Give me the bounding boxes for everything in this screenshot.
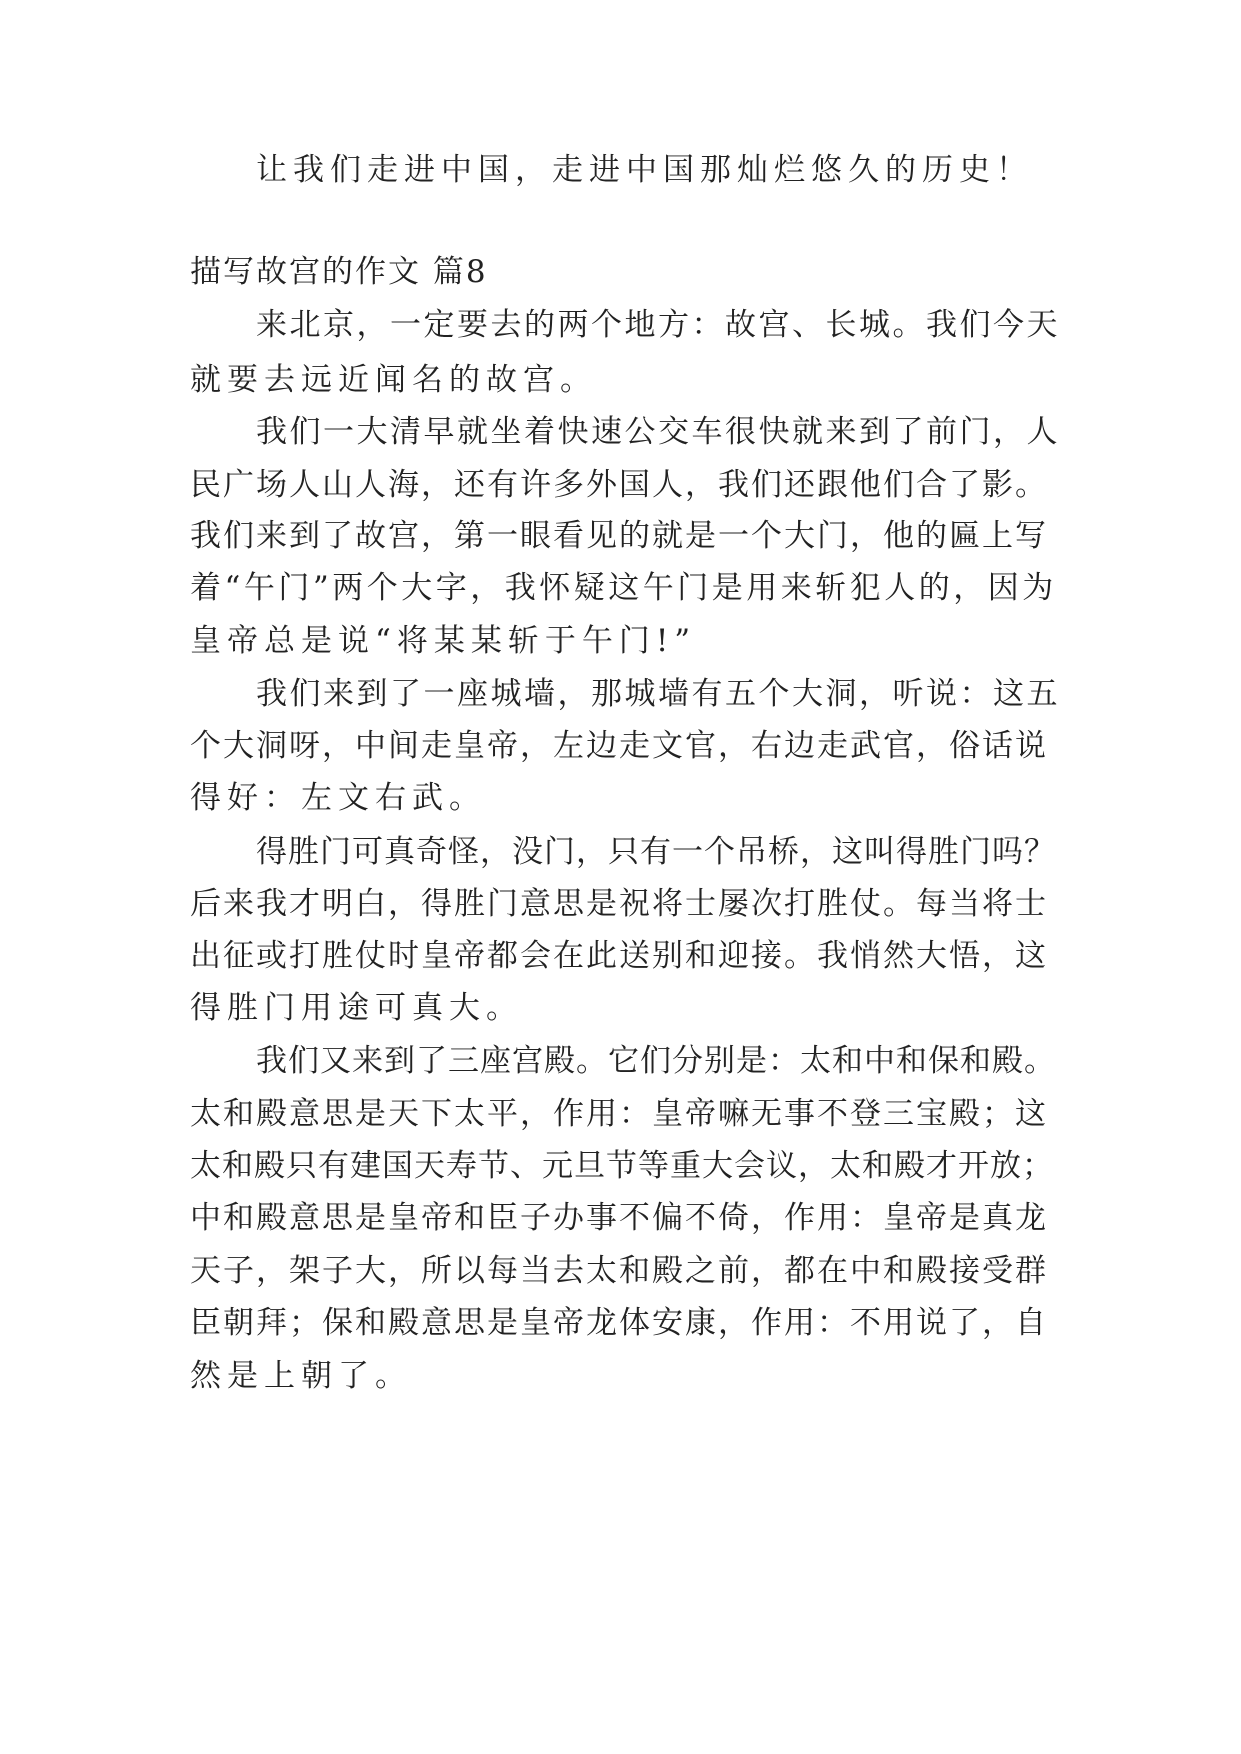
paragraph-line: 着“午门”两个大字，我怀疑这午门是用来斩犯人的，因为 [190,570,1057,606]
paragraph-line: 后来我才明白，得胜门意思是祝将士屡次打胜仗。每当将士 [190,886,1048,922]
paragraph-line: 我们来到了一座城墙，那城墙有五个大洞，听说：这五 [256,676,1060,712]
paragraph-line: 太和殿意思是天下太平，作用：皇帝嘛无事不登三宝殿；这 [190,1096,1048,1132]
paragraph-line: 我们又来到了三座宫殿。它们分别是：太和中和保和殿。 [256,1043,1056,1079]
paragraph-line: 得胜门用途可真大。 [190,990,523,1026]
paragraph-line: 我们来到了故宫，第一眼看见的就是一个大门，他的匾上写 [190,518,1048,554]
paragraph-line: 太和殿只有建国天寿节、元旦节等重大会议，太和殿才开放； [190,1148,1054,1184]
paragraph-line: 来北京，一定要去的两个地方：故宫、长城。我们今天 [256,307,1060,343]
paragraph-line: 出征或打胜仗时皇帝都会在此送别和迎接。我悄然大悟，这 [190,938,1048,974]
essay-heading: 描写故宫的作文 篇8 [190,254,488,290]
paragraph-line: 民广场人山人海，还有许多外国人，我们还跟他们合了影。 [190,467,1048,503]
paragraph-line: 中和殿意思是皇帝和臣子办事不偏不倚，作用：皇帝是真龙 [190,1200,1048,1236]
paragraph-line: 皇帝总是说“将某某斩于午门!” [190,623,697,659]
paragraph-line: 臣朝拜；保和殿意思是皇帝龙体安康，作用：不用说了，自 [190,1305,1048,1341]
paragraph-line: 天子，架子大，所以每当去太和殿之前，都在中和殿接受群 [190,1253,1048,1289]
paragraph-line: 我们一大清早就坐着快速公交车很快就来到了前门，人 [256,414,1060,450]
paragraph-line: 然是上朝了。 [190,1358,412,1394]
paragraph-line: 得好：左文右武。 [190,780,486,816]
intro-line: 让我们走进中国，走进中国那灿烂悠久的历史！ [256,152,1033,188]
paragraph-line: 得胜门可真奇怪，没门，只有一个吊桥，这叫得胜门吗？ [256,834,1056,870]
paragraph-line: 就要去远近闻名的故宫。 [190,362,597,398]
paragraph-line: 个大洞呀，中间走皇帝，左边走文官，右边走武官，俗话说 [190,728,1048,764]
